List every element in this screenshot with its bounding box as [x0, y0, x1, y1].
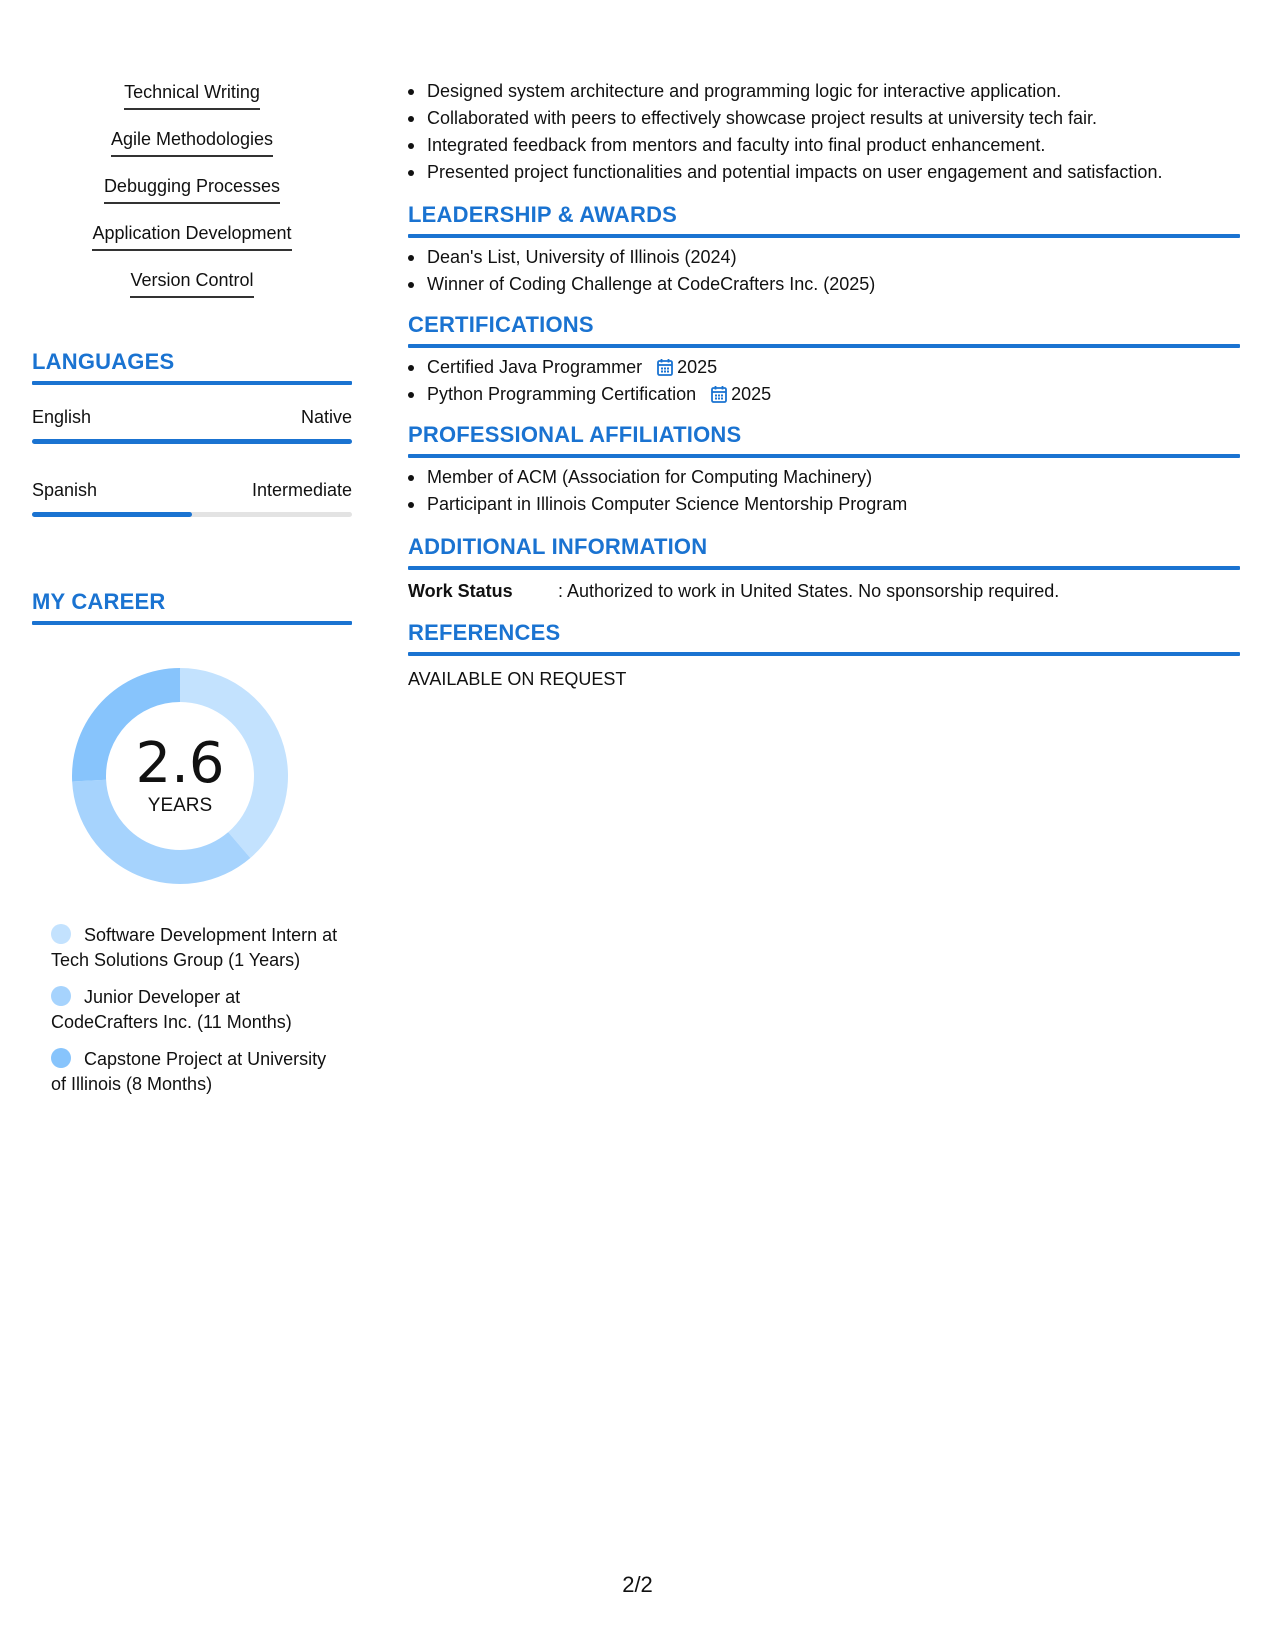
references-text: AVAILABLE ON REQUEST — [408, 669, 627, 689]
proficiency-bar — [32, 512, 352, 517]
list-item: Presented project functionalities and potential impacts on user engagement and satisfaction. — [408, 159, 1240, 186]
legend-dot — [51, 986, 71, 1006]
language-level: Intermediate — [251, 480, 352, 500]
legend-dot — [51, 924, 71, 944]
additional-info-title: ADDITIONAL INFORMATION — [408, 534, 708, 559]
work-status-label: Work Status — [408, 581, 513, 601]
section-divider — [408, 652, 1240, 656]
proficiency-bar — [32, 439, 352, 444]
references-title: REFERENCES — [408, 620, 561, 645]
section-divider — [408, 566, 1240, 570]
calendar-icon — [711, 385, 727, 403]
work-status-value: : Authorized to work in United States. No sponsorship required. — [558, 581, 1060, 601]
language-item — [32, 405, 352, 444]
calendar-icon — [657, 358, 673, 376]
page-number: 2/2 — [622, 1572, 653, 1597]
leadership-title: LEADERSHIP & AWARDS — [408, 202, 678, 227]
list-item — [408, 354, 1240, 381]
references-section — [408, 620, 1240, 692]
left-column — [32, 80, 352, 1109]
certification-name: Certified Java Programmer — [427, 357, 643, 377]
legend-item — [51, 923, 341, 973]
work-status-row — [408, 578, 1240, 604]
list-item: Dean's List, University of Illinois (2024) — [408, 244, 1240, 271]
certifications-title: CERTIFICATIONS — [408, 312, 594, 337]
skills-list — [32, 80, 352, 315]
career-legend — [51, 923, 341, 1097]
list-item: Collaborated with peers to effectively showcase project results at university tech fair. — [408, 105, 1240, 132]
skill-item: Agile Methodologies — [111, 127, 273, 157]
proficiency-fill — [32, 439, 352, 444]
skill-item: Version Control — [130, 268, 253, 298]
career-title: MY CAREER — [32, 589, 166, 614]
legend-dot — [51, 1048, 71, 1068]
language-name: Spanish — [32, 480, 98, 500]
certifications-section — [408, 312, 1240, 408]
list-item: Participant in Illinois Computer Science Mentorship Program — [408, 491, 1240, 518]
section-divider — [32, 621, 352, 625]
legend-label: Junior Developer at CodeCrafters Inc. (11 Months) — [51, 987, 292, 1032]
list-item: Member of ACM (Association for Computing Machinery) — [408, 464, 1240, 491]
career-total-value: 2.6 — [135, 731, 225, 796]
right-column — [408, 78, 1240, 692]
section-divider — [408, 234, 1240, 238]
list-item — [408, 381, 1240, 408]
languages-section — [32, 349, 352, 517]
section-divider — [408, 454, 1240, 458]
skill-item: Technical Writing — [124, 80, 260, 110]
skill-item: Application Development — [92, 221, 291, 251]
proficiency-fill — [32, 512, 192, 517]
section-divider — [408, 344, 1240, 348]
language-item — [32, 478, 352, 517]
certification-year: 2025 — [677, 357, 718, 377]
list-item: Integrated feedback from mentors and faculty into final product enhancement. — [408, 132, 1240, 159]
career-section — [32, 589, 352, 1097]
languages-title: LANGUAGES — [32, 349, 175, 374]
affiliations-section — [408, 422, 1240, 518]
donut-center — [65, 661, 295, 891]
legend-label: Capstone Project at University of Illinois (8 Months) — [51, 1049, 327, 1094]
skill-item: Debugging Processes — [104, 174, 280, 204]
list-item: Designed system architecture and programming logic for interactive application. — [408, 78, 1240, 105]
legend-item — [51, 1047, 341, 1097]
language-level: Native — [300, 407, 352, 427]
career-donut-chart — [65, 661, 295, 891]
additional-info-section — [408, 534, 1240, 604]
legend-item — [51, 985, 341, 1035]
certification-name: Python Programming Certification — [427, 384, 697, 404]
affiliations-title: PROFESSIONAL AFFILIATIONS — [408, 422, 742, 447]
section-divider — [32, 381, 352, 385]
leadership-section — [408, 202, 1240, 298]
legend-label: Software Development Intern at Tech Solutions Group (1 Years) — [51, 925, 338, 970]
language-name: English — [32, 407, 92, 427]
certification-year: 2025 — [731, 384, 772, 404]
career-total-unit: YEARS — [147, 795, 213, 816]
list-item: Winner of Coding Challenge at CodeCrafters Inc. (2025) — [408, 271, 1240, 298]
project-bullets — [408, 78, 1240, 186]
